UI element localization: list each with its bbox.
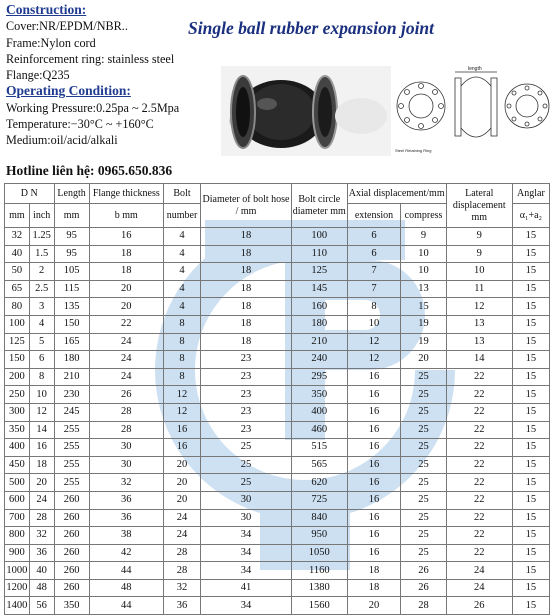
table-cell: 18: [89, 263, 163, 281]
table-cell: 15: [512, 403, 549, 421]
table-cell: 210: [54, 368, 89, 386]
table-cell: 16: [347, 474, 401, 492]
table-cell: 1050: [291, 544, 347, 562]
table-cell: 30: [89, 456, 163, 474]
table-cell: 255: [54, 474, 89, 492]
table-cell: 180: [291, 315, 347, 333]
table-row: [5, 368, 550, 386]
table-cell: 15: [512, 562, 549, 580]
table-cell: 350: [5, 421, 30, 439]
header-lateral: Lateral displacement mm: [446, 184, 512, 228]
table-cell: 28: [163, 562, 200, 580]
table-cell: 12: [29, 403, 54, 421]
table-cell: 22: [446, 368, 512, 386]
table-cell: 15: [512, 544, 549, 562]
table-cell: 10: [401, 263, 446, 281]
table-cell: 2: [29, 263, 54, 281]
table-cell: 950: [291, 527, 347, 545]
table-cell: 19: [401, 315, 446, 333]
table-cell: 30: [89, 439, 163, 457]
table-cell: 25: [201, 474, 292, 492]
table-cell: 18: [201, 263, 292, 281]
table-cell: 28: [401, 597, 446, 615]
header-bolt: Bolt: [163, 184, 200, 204]
table-cell: 15: [512, 351, 549, 369]
table-cell: 15: [512, 368, 549, 386]
table-cell: 36: [89, 491, 163, 509]
table-cell: 16: [347, 368, 401, 386]
table-cell: 32: [29, 527, 54, 545]
table-row: [5, 403, 550, 421]
table-cell: 1.25: [29, 228, 54, 246]
table-cell: 24: [446, 579, 512, 597]
table-cell: 460: [291, 421, 347, 439]
table-cell: 165: [54, 333, 89, 351]
table-cell: 13: [446, 333, 512, 351]
table-cell: 100: [291, 228, 347, 246]
table-row: [5, 386, 550, 404]
cover-spec: Cover:NR/EPDM/NBR..: [6, 19, 128, 34]
table-cell: 18: [201, 315, 292, 333]
table-cell: 25: [401, 491, 446, 509]
product-photo: [221, 66, 391, 156]
table-cell: 18: [201, 333, 292, 351]
table-cell: 255: [54, 421, 89, 439]
table-cell: 20: [29, 474, 54, 492]
table-row: [5, 509, 550, 527]
table-cell: 255: [54, 439, 89, 457]
table-cell: 34: [201, 562, 292, 580]
table-cell: 26: [446, 597, 512, 615]
table-cell: 15: [512, 527, 549, 545]
table-cell: 100: [5, 315, 30, 333]
table-cell: 44: [89, 597, 163, 615]
table-cell: 4: [163, 280, 200, 298]
table-cell: 6: [347, 228, 401, 246]
table-cell: 4: [163, 228, 200, 246]
table-cell: 500: [5, 474, 30, 492]
table-row: [5, 315, 550, 333]
table-cell: 15: [512, 439, 549, 457]
subheader-extension: extension: [347, 204, 401, 228]
table-cell: 5: [29, 333, 54, 351]
spec-table: [4, 183, 550, 615]
table-cell: 8: [29, 368, 54, 386]
table-cell: 7: [347, 263, 401, 281]
table-cell: 12: [347, 333, 401, 351]
table-cell: 36: [89, 509, 163, 527]
table-cell: 800: [5, 527, 30, 545]
table-cell: 4: [163, 245, 200, 263]
table-cell: 40: [5, 245, 30, 263]
table-cell: 38: [89, 527, 163, 545]
table-cell: 23: [201, 351, 292, 369]
table-row: [5, 280, 550, 298]
table-cell: 15: [512, 597, 549, 615]
table-cell: 22: [89, 315, 163, 333]
table-cell: 15: [512, 386, 549, 404]
table-cell: 18: [201, 228, 292, 246]
table-cell: 16: [347, 544, 401, 562]
table-cell: 8: [163, 368, 200, 386]
table-body: [5, 228, 550, 615]
table-cell: 56: [29, 597, 54, 615]
table-row: [5, 245, 550, 263]
table-cell: 200: [5, 368, 30, 386]
table-cell: 22: [446, 527, 512, 545]
technical-drawing: [393, 64, 551, 156]
header-bolt-circle: Bolt circle diameter mm: [291, 184, 347, 228]
table-cell: 18: [29, 456, 54, 474]
table-row: [5, 562, 550, 580]
table-cell: 150: [54, 315, 89, 333]
table-cell: 48: [29, 579, 54, 597]
table-cell: 20: [163, 456, 200, 474]
table-cell: 515: [291, 439, 347, 457]
table-cell: 50: [5, 263, 30, 281]
table-cell: 28: [89, 403, 163, 421]
table-cell: 1160: [291, 562, 347, 580]
table-cell: 14: [446, 351, 512, 369]
table-cell: 18: [201, 245, 292, 263]
table-cell: 8: [163, 333, 200, 351]
table-row: [5, 456, 550, 474]
table-cell: 42: [89, 544, 163, 562]
table-cell: 23: [201, 368, 292, 386]
table-cell: 9: [446, 245, 512, 263]
table-cell: 95: [54, 245, 89, 263]
table-cell: 25: [201, 456, 292, 474]
table-cell: 34: [201, 597, 292, 615]
table-cell: 24: [446, 562, 512, 580]
table-cell: 25: [401, 509, 446, 527]
table-cell: 26: [401, 562, 446, 580]
table-cell: 28: [89, 421, 163, 439]
table-cell: 28: [163, 544, 200, 562]
table-cell: 48: [89, 579, 163, 597]
length-label: length: [468, 66, 482, 72]
table-cell: 13: [446, 315, 512, 333]
table-cell: 24: [89, 368, 163, 386]
table-cell: 15: [512, 421, 549, 439]
table-cell: 15: [512, 333, 549, 351]
temperature-spec: Temperature:−30°C ~ +160°C: [6, 117, 154, 132]
table-cell: 260: [54, 579, 89, 597]
table-cell: 8: [163, 315, 200, 333]
table-cell: 16: [163, 421, 200, 439]
table-cell: 260: [54, 491, 89, 509]
table-cell: 1400: [5, 597, 30, 615]
table-cell: 12: [163, 386, 200, 404]
table-cell: 9: [446, 228, 512, 246]
table-cell: 30: [201, 491, 292, 509]
table-cell: 295: [291, 368, 347, 386]
table-cell: 22: [446, 421, 512, 439]
table-row: [5, 298, 550, 316]
product-title: Single ball rubber expansion joint: [188, 18, 435, 38]
construction-heading: Construction:: [6, 2, 87, 17]
table-cell: 22: [446, 386, 512, 404]
table-cell: 26: [401, 579, 446, 597]
table-cell: 36: [163, 597, 200, 615]
medium-spec: Medium:oil/acid/alkali: [6, 133, 118, 148]
table-row: [5, 228, 550, 246]
table-cell: 18: [347, 562, 401, 580]
table-cell: 15: [512, 474, 549, 492]
table-cell: 20: [89, 280, 163, 298]
subheader-bolt-unit: number: [163, 204, 200, 228]
table-cell: 15: [512, 228, 549, 246]
table-cell: 20: [89, 298, 163, 316]
subheader-inch: inch: [29, 204, 54, 228]
table-cell: 14: [29, 421, 54, 439]
subheader-mm: mm: [5, 204, 30, 228]
table-cell: 34: [201, 544, 292, 562]
table-cell: 28: [29, 509, 54, 527]
table-cell: 18: [201, 298, 292, 316]
pressure-spec: Working Pressure:0.25pa ~ 2.5Mpa: [6, 100, 180, 115]
table-cell: 25: [401, 368, 446, 386]
table-cell: 16: [347, 403, 401, 421]
table-cell: 11: [446, 280, 512, 298]
table-row: [5, 474, 550, 492]
table-cell: 25: [401, 456, 446, 474]
table-cell: 260: [54, 544, 89, 562]
table-cell: 300: [5, 403, 30, 421]
header-axial: Axial displacement/mm: [347, 184, 446, 204]
table-cell: 32: [5, 228, 30, 246]
header-diameter-bolt-hose: Diameter of bolt hose / mm: [201, 184, 292, 228]
table-cell: 95: [54, 228, 89, 246]
table-cell: 32: [89, 474, 163, 492]
table-cell: 12: [163, 403, 200, 421]
spec-panel: [6, 2, 206, 149]
table-cell: 160: [291, 298, 347, 316]
table-cell: 13: [401, 280, 446, 298]
table-cell: 16: [347, 421, 401, 439]
table-cell: 30: [201, 509, 292, 527]
table-cell: 600: [5, 491, 30, 509]
table-cell: 15: [512, 298, 549, 316]
table-cell: 15: [512, 315, 549, 333]
table-row: [5, 439, 550, 457]
table-cell: 15: [512, 509, 549, 527]
table-cell: 1000: [5, 562, 30, 580]
table-cell: 25: [401, 403, 446, 421]
operating-heading: Operating Condition:: [6, 83, 131, 99]
table-cell: 900: [5, 544, 30, 562]
table-cell: 20: [163, 474, 200, 492]
table-cell: 25: [401, 439, 446, 457]
table-cell: 32: [163, 579, 200, 597]
reinforcement-spec: Reinforcement ring: stainless steel: [6, 51, 175, 66]
table-cell: 22: [446, 403, 512, 421]
table-cell: 400: [5, 439, 30, 457]
table-cell: 24: [89, 351, 163, 369]
header-flange-thickness: Flange thickness: [89, 184, 163, 204]
table-cell: 41: [201, 579, 292, 597]
table-row: [5, 544, 550, 562]
table-cell: 125: [291, 263, 347, 281]
table-cell: 840: [291, 509, 347, 527]
table-cell: 10: [401, 245, 446, 263]
table-cell: 25: [401, 527, 446, 545]
table-cell: 40: [29, 562, 54, 580]
table-cell: 3: [29, 298, 54, 316]
subheader-length-unit: mm: [54, 204, 89, 228]
table-cell: 25: [401, 421, 446, 439]
table-cell: 22: [446, 474, 512, 492]
table-cell: 65: [5, 280, 30, 298]
table-cell: 25: [201, 439, 292, 457]
table-cell: 22: [446, 491, 512, 509]
table-cell: 10: [347, 315, 401, 333]
subheader-compress: compress: [401, 204, 446, 228]
table-cell: 16: [347, 527, 401, 545]
table-cell: 15: [512, 280, 549, 298]
table-cell: 16: [347, 491, 401, 509]
table-cell: 620: [291, 474, 347, 492]
table-row: [5, 263, 550, 281]
table-row: [5, 527, 550, 545]
table-cell: 180: [54, 351, 89, 369]
table-row: [5, 421, 550, 439]
table-cell: 2.5: [29, 280, 54, 298]
table-cell: 1560: [291, 597, 347, 615]
table-cell: 23: [201, 421, 292, 439]
table-cell: 15: [512, 245, 549, 263]
table-cell: 16: [347, 439, 401, 457]
table-cell: 15: [512, 579, 549, 597]
header-anglar: Anglar: [512, 184, 549, 204]
table-cell: 22: [446, 439, 512, 457]
table-cell: 10: [446, 263, 512, 281]
table-cell: 4: [163, 263, 200, 281]
table-row: [5, 351, 550, 369]
table-cell: 26: [89, 386, 163, 404]
table-cell: 16: [163, 439, 200, 457]
table-cell: 15: [401, 298, 446, 316]
table-cell: 36: [29, 544, 54, 562]
table-cell: 8: [347, 298, 401, 316]
table-cell: 24: [163, 509, 200, 527]
table-cell: 6: [29, 351, 54, 369]
table-cell: 245: [54, 403, 89, 421]
table-cell: 12: [347, 351, 401, 369]
table-cell: 260: [54, 562, 89, 580]
table-cell: 20: [163, 491, 200, 509]
table-cell: 15: [512, 456, 549, 474]
table-cell: 6: [347, 245, 401, 263]
table-cell: 350: [291, 386, 347, 404]
retaining-ring-label: Steel Retaining Ring: [395, 148, 432, 153]
table-cell: 25: [401, 544, 446, 562]
table-cell: 18: [89, 245, 163, 263]
table-cell: 210: [291, 333, 347, 351]
table-cell: 24: [89, 333, 163, 351]
table-cell: 135: [54, 298, 89, 316]
table-cell: 565: [291, 456, 347, 474]
table-row: [5, 333, 550, 351]
header-length: Length: [54, 184, 89, 204]
table-cell: 260: [54, 509, 89, 527]
table-cell: 250: [5, 386, 30, 404]
table-cell: 25: [401, 386, 446, 404]
table-cell: 16: [347, 386, 401, 404]
table-cell: 150: [5, 351, 30, 369]
table-cell: 16: [347, 509, 401, 527]
table-cell: 8: [163, 351, 200, 369]
table-cell: 20: [401, 351, 446, 369]
table-cell: 110: [291, 245, 347, 263]
flange-spec: Flange:Q235: [6, 68, 70, 83]
table-row: [5, 491, 550, 509]
table-cell: 16: [89, 228, 163, 246]
table-cell: 4: [163, 298, 200, 316]
table-cell: 260: [54, 527, 89, 545]
table-cell: 350: [54, 597, 89, 615]
table-cell: 240: [291, 351, 347, 369]
table-cell: 105: [54, 263, 89, 281]
table-cell: 1200: [5, 579, 30, 597]
table-cell: 230: [54, 386, 89, 404]
table-cell: 23: [201, 386, 292, 404]
table-cell: 34: [201, 527, 292, 545]
table-cell: 125: [5, 333, 30, 351]
table-cell: 400: [291, 403, 347, 421]
table-cell: 22: [446, 456, 512, 474]
table-cell: 25: [401, 474, 446, 492]
table-cell: 255: [54, 456, 89, 474]
table-cell: 20: [347, 597, 401, 615]
table-cell: 1380: [291, 579, 347, 597]
table-cell: 145: [291, 280, 347, 298]
table-cell: 22: [446, 544, 512, 562]
table-row: [5, 579, 550, 597]
table-cell: 44: [89, 562, 163, 580]
table-cell: 450: [5, 456, 30, 474]
table-cell: 15: [512, 491, 549, 509]
table-cell: 1.5: [29, 245, 54, 263]
table-cell: 9: [401, 228, 446, 246]
table-cell: 16: [347, 456, 401, 474]
table-cell: 16: [29, 439, 54, 457]
table-cell: 23: [201, 403, 292, 421]
table-cell: 725: [291, 491, 347, 509]
subheader-flange-unit: b mm: [89, 204, 163, 228]
frame-spec: Frame:Nylon cord: [6, 35, 96, 50]
table-cell: 12: [446, 298, 512, 316]
header-dn: D N: [5, 184, 55, 204]
table-cell: 15: [512, 263, 549, 281]
table-cell: 80: [5, 298, 30, 316]
table-cell: 22: [446, 509, 512, 527]
table-cell: 19: [401, 333, 446, 351]
table-cell: 24: [163, 527, 200, 545]
table-cell: 18: [201, 280, 292, 298]
table-cell: 4: [29, 315, 54, 333]
table-cell: 10: [29, 386, 54, 404]
table-cell: 7: [347, 280, 401, 298]
table-cell: 24: [29, 491, 54, 509]
table-cell: 18: [347, 579, 401, 597]
subheader-anglar-unit: α₁+a₂: [512, 204, 549, 228]
hotline-text: Hotline liên hệ: 0965.650.836: [6, 163, 173, 178]
table-cell: 700: [5, 509, 30, 527]
table-cell: 115: [54, 280, 89, 298]
